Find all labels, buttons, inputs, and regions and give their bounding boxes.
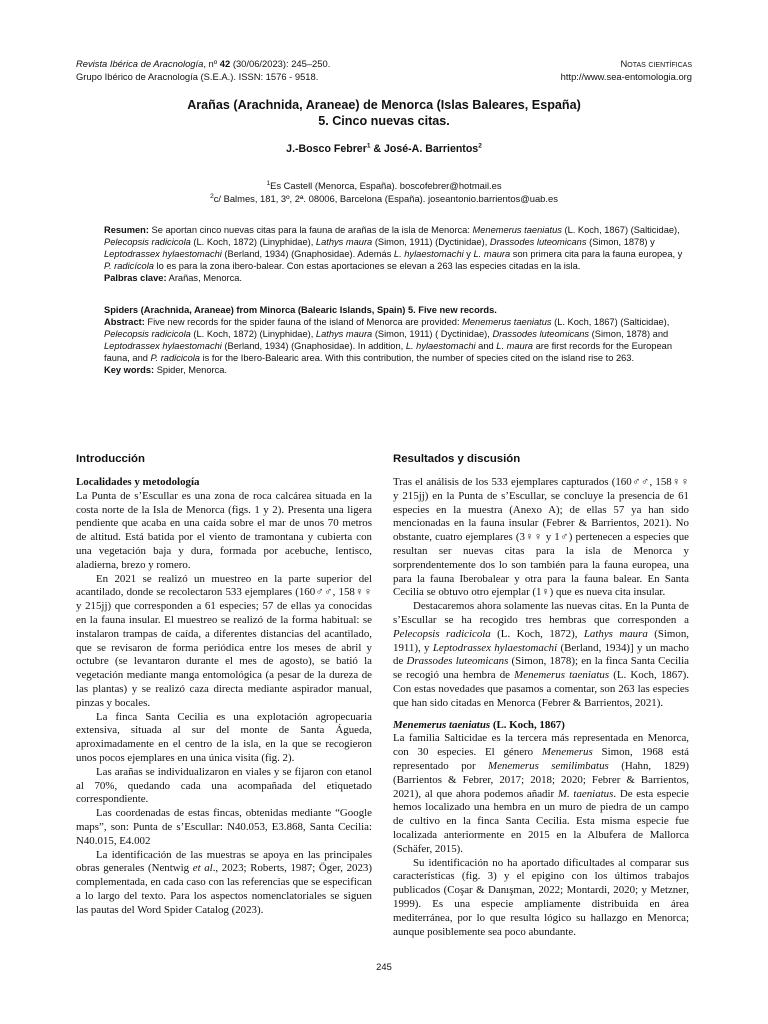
palabras-clave: Palbras clave: Arañas, Menorca. — [104, 272, 242, 283]
running-header — [76, 58, 692, 83]
header-row-1 — [76, 58, 692, 71]
journal-url[interactable]: http://www.sea-entomologia.org — [560, 70, 692, 82]
title-line-2: 5. Cinco nuevas citas. — [318, 113, 450, 128]
left-column — [76, 452, 372, 918]
methods-subheading: Localidades y metodología — [76, 476, 200, 488]
abstract-english — [104, 305, 692, 376]
results-paragraph-4: Su identificación no ha aportado dificultades al comparar sus características (fig. 3) y el epigino con los últimos trabajos publicados (Coşar & Danışman, 2022; Montardi, 2020; y Metzner, 1999). Es una especie ampliamente distribuida en área mediterránea, por lo que resulta lógico su hallazgo en Menorca; aunque posiblemente sea poco abundante. — [393, 856, 689, 938]
authors: J.-Bosco Febrer$^1$ & José-A. Barrientos$^2$ — [286, 142, 482, 155]
affiliations — [76, 180, 692, 206]
species-heading: Menemerus taeniatus (L. Koch, 1867) — [393, 718, 565, 731]
intro-paragraph-6: La identificación de las muestras se apoya en las principales obras generales (Nentwig et al., 2023; Roberts, 1987; Öger, 2023) complementada, en cada caso con las referencias que se especifican a lo largo del texto. Para los aspectos nomenclatoriales se siguen las pautas del Word Spider Catalog (2023). — [76, 848, 372, 916]
abstract-spanish — [104, 225, 692, 285]
results-paragraph-3: La familia Salticidae es la tercera más representada en Menorca, con 30 especies. El género Menemerus Simon, 1968 está representado por Menemerus semilimbatus (Hahn, 1829) (Barrientos & Febrer, 2017; 2018; 2020; Febrer & Barrientos, 2021), al que ahora podemos añadir M. taeniatus. De esta especie hemos localizado una hembra en un muro de piedra de un campo de cultivo en la finca Santa Cecilia. Esta misma especie fue localizada anteriormente en 2015 en la Albufera de Mallorca (Schäfer, 2015). — [393, 732, 689, 855]
intro-paragraph-2: En 2021 se realizó un muestreo en la parte superior del acantilado, donde se recolectaron 533 ejemplares (160♂♂, 158♀♀ y 215jj) que corresponden a 61 especies; 57 de ellas ya conocidas en la fauna insular. El muestreo se realizó de la forma habitual: se instalaron trampas de caída, a diferentes distancias del acantilado, que se revisaron de forma periódica entre los meses de abril y octubre (se levantaron durante el mes de agosto), se batió la vegetación mediante manga entomológica (a pesar de la dureza de las plantas) y se realizó caza directa mediante aspirador manual, pinzas y bocales. — [76, 572, 372, 709]
author-2: José-A. Barrientos — [384, 143, 479, 155]
intro-heading: Introducción — [76, 453, 145, 465]
affiliation-2: $^2$c/ Balmes, 181, 3º, 2ª. 08006, Barcelona (España). joseantonio.barrientos@uab.es — [210, 192, 558, 204]
article-title — [76, 98, 692, 129]
intro-paragraph-5: Las coordenadas de estas fincas, obtenidas mediante “Google maps”, son: Punta de s’Escullar: N40.053, E3.868, Santa Cecilia: N40.015, E4.002 — [76, 807, 372, 847]
results-paragraph-1: Tras el análisis de los 533 ejemplares capturados (160♂♂, 158♀♀ y 215jj) en la Punta de s’Escullar, se concluye la presencia de 61 especies en la muestra (Anexo A); de ellas 57 ya han sido mencionadas en la fauna insular (Febrer & Barrientos, 2021). No obstante, cuatro ejemplares (3♀♀ y 1♂) pertenecen a especies que resultan ser nuevas citas para la isla de Menorca y sorprendentemente dos lo son también para la fauna europea, una para la fauna Iberobalear y otra para la fauna balear. En Santa Cecilia se obtuvo otro ejemplar (1♀) que es nueva cita insular. — [393, 476, 689, 599]
author-1: J.-Bosco Febrer — [286, 143, 367, 155]
resumen-text: Resumen: Se aportan cinco nuevas citas para la fauna de arañas de la isla de Menorca: Menemerus taeniatus (L. Koch, 1867) (Salticidae), Pelecopsis radicicola (L. Koch, 1872) (Linyphidae), Lathys maura (Simon, 1911) (Dyctinidae), Drassodes luteomicans (Simon, 1878) y Leptodrassex hylaestomachi (Berland, 1934) (Gnaphosidae). Además L. hylaestomachi y L. maura son primera cita para la fauna europea, y P. radicícola lo es para la zona ibero-balear. Con estas aportaciones se elevan a 263 las especies citadas en la isla. — [104, 225, 683, 271]
results-paragraph-2: Destacaremos ahora solamente las nuevas citas. En la Punta de s’Escullar se ha recogido tres hembras que corresponden a Pelecopsis radicicola (L. Koch, 1872), Lathys maura (Simon, 1911), y Leptodrassex hylaestomachi (Berland, 1934)] y un macho de Drassodes luteomicans (Simon, 1878); en la finca Santa Cecilia se recogió una hembra de Menemerus taeniatus (L. Koch, 1867). Con estas novedades que pasamos a comentar, son 263 las especies que han sido citadas en Menorca (Febrer & Barrientos, 2021). — [393, 600, 689, 709]
abstract-text: Abstract: Five new records for the spider fauna of the island of Menorca are provided: Menemerus taeniatus (L. Koch, 1867) (Salticidae), Pelecopsis radicicola (L. Koch, 1872) (Linyphidae), Lathys maura (Simon, 1911) ( Dyctinidae), Drassodes luteomicans (Simon, 1878) and Leptodrassex hylaestomachi (Berland, 1934) (Gnaphosidae). In addition, L. hylaestomachi and L. maura are first records for the European fauna, and P. radicicola is for the Ibero-Balearic area. With this contribution, the number of species cited on the island rise to 263. — [104, 316, 672, 363]
group-issn: Grupo Ibérico de Aracnología (S.E.A.). ISSN: 1576 - 9518. — [76, 70, 319, 82]
intro-paragraph-3: La finca Santa Cecilia es una explotación agropecuaria extensiva, situada al sur del monte de Santa Águeda, aproximadamente en el centro de la isla, en la que se recogieron unos pocos ejemplares en una única visita (fig. 2). — [76, 710, 372, 764]
journal-citation: Revista Ibérica de Aracnología, nº 42 (30/06/2023): 245–250. — [76, 58, 331, 69]
intro-paragraph-1: La Punta de s’Escullar es una zona de roca calcárea situada en la costa norte de la Isla de Menorca (figs. 1 y 2). Presenta una ligera pendiente que acaba en una caída sobre el mar de unos 70 metros de altitud. Está batida por el viento de tramontana y cubierta con una vegetación baja y dura, formada por acebuche, lentisco, aladierna, brezo y romero. — [76, 489, 372, 571]
section-label: Notas científicas — [620, 58, 692, 69]
intro-paragraph-4: Las arañas se individualizaron en viales y se fijaron con etanol al 70%, quedando cada una acompañada del etiquetado correspondiente. — [76, 765, 372, 806]
results-heading: Resultados y discusión — [393, 453, 521, 465]
header-row-2 — [76, 71, 692, 84]
english-title: Spiders (Arachnida, Araneae) from Minorca (Balearic Islands, Spain) 5. Five new records. — [104, 305, 497, 315]
page-number: 245 — [376, 961, 392, 972]
right-column — [393, 452, 689, 939]
key-words: Key words: Spider, Menorca. — [104, 364, 227, 375]
title-line-1: Arañas (Arachnida, Araneae) de Menorca (Islas Baleares, España) — [187, 98, 581, 112]
affiliation-1: $^1$Es Castell (Menorca, España). boscofebrer@hotmail.es — [266, 179, 502, 191]
